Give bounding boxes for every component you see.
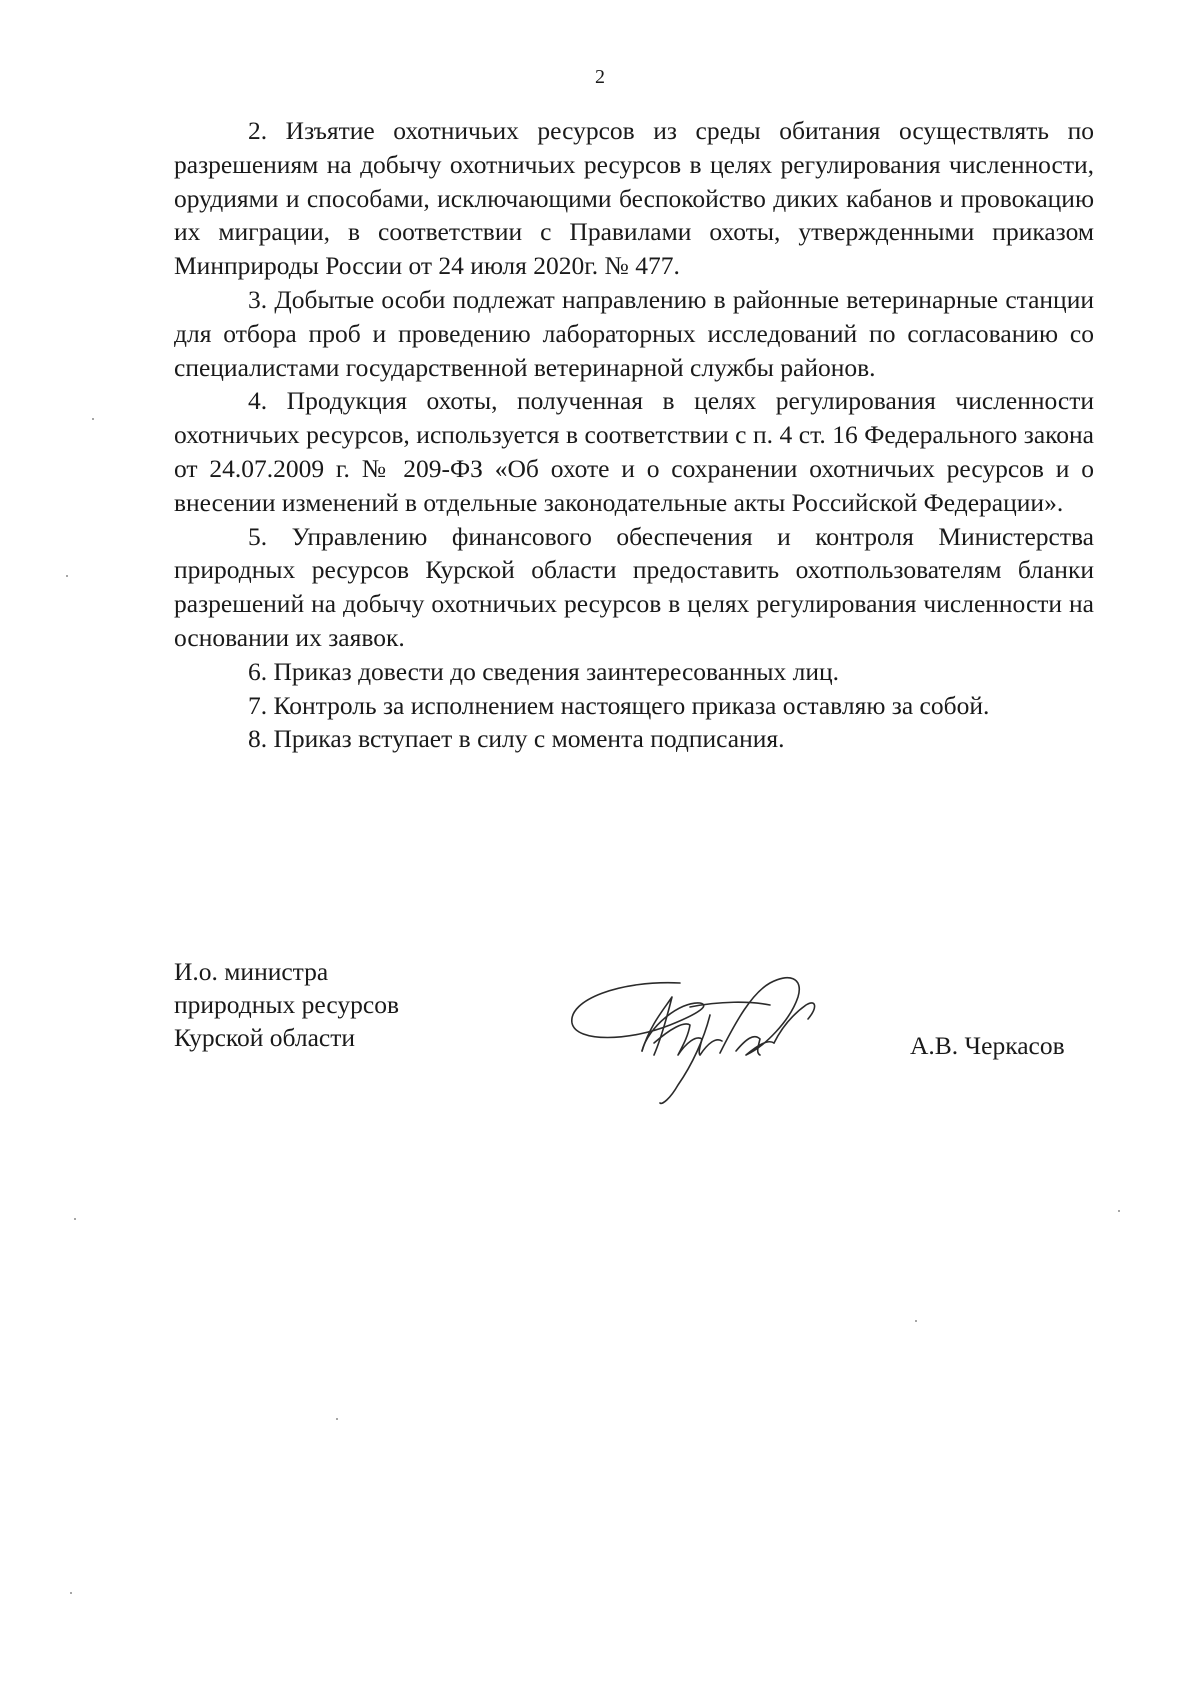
scan-speck (70, 1592, 72, 1594)
handwritten-signature (560, 955, 830, 1105)
signer-name: А.В. Черкасов (910, 1031, 1065, 1060)
scan-speck (66, 575, 68, 577)
scan-speck (92, 418, 94, 420)
paragraph-item-7: 7. Контроль за исполнением настоящего приказа оставляю за собой. (248, 690, 990, 720)
paragraph-item-3: 3. Добытые особи подлежат направлению в районные ветеринарные станции для отбора проб и проведению лабораторных исследований по согласованию со специалистами государственной ветеринарной службы районов. (174, 284, 1094, 382)
paragraph-item-5: 5. Управлению финансового обеспечения и контроля Министерства природных ресурсов Курской области предоставить охотпользователям бланки разрешений на добычу охотничьих ресурсов в целях регулирования численности на основании их заявок. (174, 521, 1094, 652)
page-number: 2 (595, 66, 605, 88)
signatory-title-line: И.о. министра (174, 957, 329, 986)
paragraph-item-8: 8. Приказ вступает в силу с момента подписания. (248, 724, 785, 754)
paragraph-item-2: 2. Изъятие охотничьих ресурсов из среды обитания осуществлять по разрешениям на добычу охотничьих ресурсов в целях регулирования численности, орудиями и способами, исключающими беспокойство диких кабанов и провокацию их миграции, в соответствии с Правилами охоты, утвержденными приказом Минприроды России от 24 июля 2020г. № 477. (174, 116, 1094, 281)
scan-speck (336, 1418, 338, 1420)
scan-speck (74, 1218, 76, 1220)
signatory-title-line: Курской области (174, 1023, 356, 1052)
signatory-title (174, 955, 399, 1054)
signatory-title-line: природных ресурсов (174, 990, 399, 1019)
scan-speck (1118, 1210, 1120, 1212)
paragraph-item-4: 4. Продукция охоты, полученная в целях регулирования численности охотничьих ресурсов, используется в соответствии с п. 4 ст. 16 Федерального закона от 24.07.2009 г. № 209-ФЗ «Об охоте и о сохранении охотничьих ресурсов и о внесении изменений в отдельные законодательные акты Российской Федерации». (174, 386, 1094, 517)
paragraph-item-6: 6. Приказ довести до сведения заинтересованных лиц. (248, 656, 839, 686)
scan-speck (915, 1320, 917, 1322)
document-body (174, 114, 1094, 756)
